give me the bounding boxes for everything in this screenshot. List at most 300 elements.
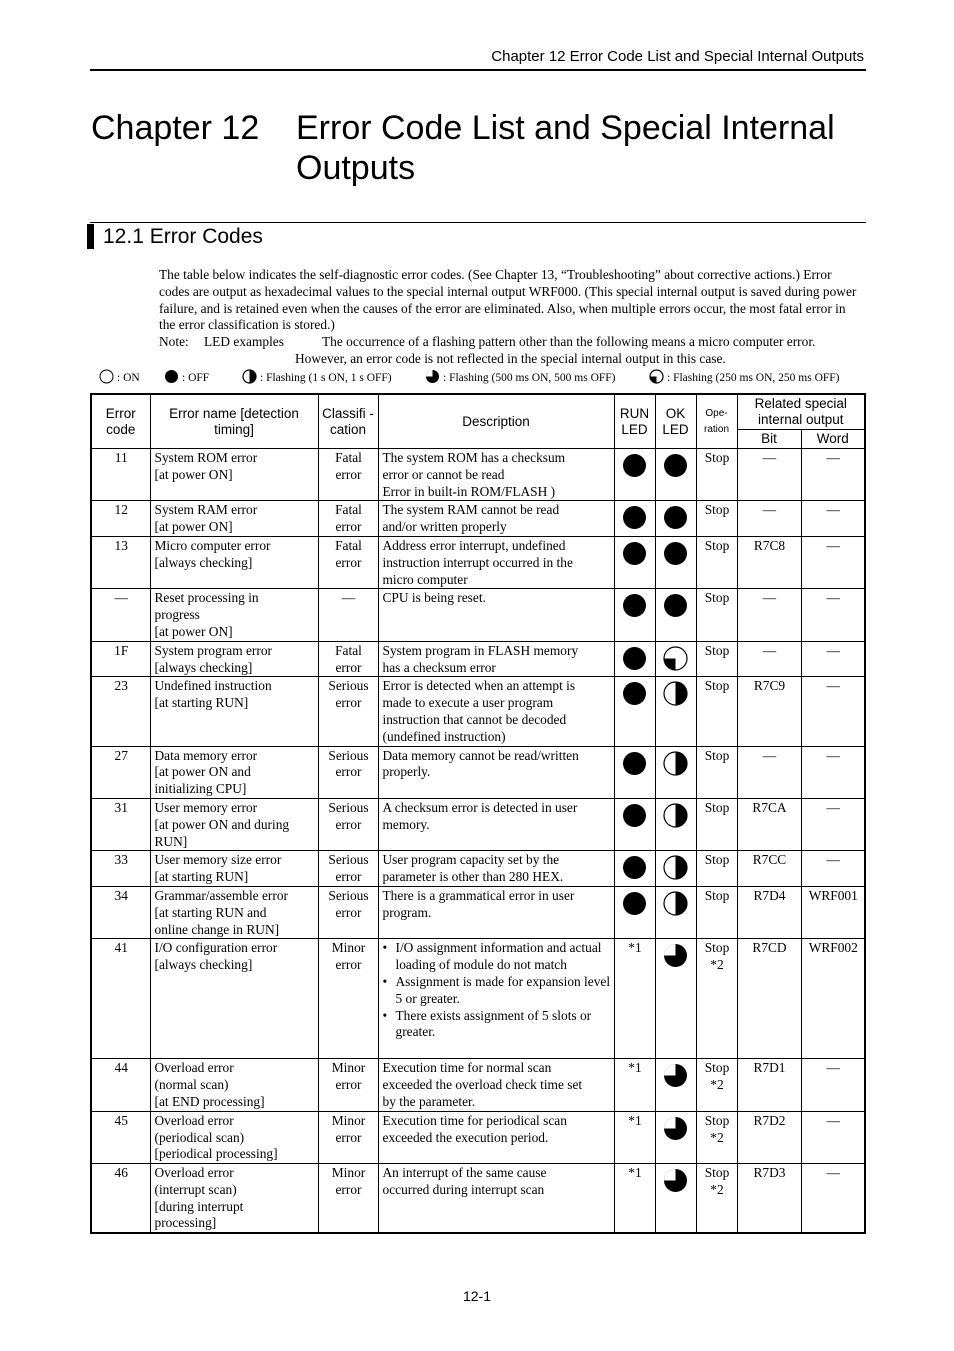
legend-label: : Flashing (250 ms ON, 250 ms OFF) <box>667 372 840 384</box>
operation-line: *2 <box>710 1077 724 1093</box>
ok-led-cell <box>655 449 696 501</box>
operation-line: Stop <box>704 940 730 956</box>
description-line: has a checksum error <box>382 659 496 675</box>
description-line: instruction that cannot be decoded <box>382 711 567 727</box>
error-code: 44 <box>114 1060 128 1076</box>
classification-line: error <box>335 1181 362 1197</box>
description-line: The system ROM has a checksum <box>382 450 566 465</box>
related-word: WRF002 <box>808 940 858 956</box>
header-error-code: Error code <box>91 394 150 449</box>
classification-cell <box>318 886 378 938</box>
led-flash-1s-icon <box>663 904 688 919</box>
operation-line: *2 <box>710 957 724 973</box>
operation-line: Stop <box>704 852 730 868</box>
section-marker <box>87 224 94 249</box>
related-word: — <box>826 852 840 868</box>
bit-cell <box>737 939 801 1059</box>
classification-line: Fatal <box>335 537 362 553</box>
error-name-line: I/O configuration error <box>154 940 278 956</box>
bit-cell <box>737 886 801 938</box>
related-bit: R7D4 <box>753 887 786 903</box>
classification-line: error <box>335 554 362 570</box>
description-cell <box>378 746 614 798</box>
note-line <box>159 334 859 351</box>
error-code: — <box>114 590 128 606</box>
bit-cell <box>737 1059 801 1111</box>
header-operation: Ope- ration <box>696 394 737 449</box>
operation-line: Stop <box>704 537 730 553</box>
run-led-cell <box>614 939 655 1059</box>
error-name-line: (interrupt scan) <box>154 1181 237 1197</box>
error-code-cell <box>91 1111 150 1163</box>
error-name-line: [at power ON] <box>154 466 233 482</box>
operation-cell <box>696 1164 737 1234</box>
operation-line: Stop <box>704 590 730 606</box>
related-word: — <box>826 590 840 606</box>
classification-line: error <box>335 695 362 711</box>
description-line: Error is detected when an attempt is <box>382 678 576 694</box>
legend-label: : OFF <box>182 372 210 384</box>
run-led-cell <box>614 677 655 746</box>
word-cell <box>801 449 865 501</box>
operation-line: Stop <box>704 1112 730 1128</box>
classification-cell <box>318 798 378 850</box>
description-cell <box>378 677 614 746</box>
error-name-cell <box>150 449 318 501</box>
classification-line: error <box>335 869 362 885</box>
classification-cell <box>318 501 378 537</box>
run-led-cell <box>614 1164 655 1234</box>
error-name-cell <box>150 1111 318 1163</box>
error-name-cell <box>150 746 318 798</box>
word-cell <box>801 798 865 850</box>
operation-line: *2 <box>710 1129 724 1145</box>
header-related-output: Related special internal output <box>737 394 865 430</box>
error-name-cell <box>150 1164 318 1234</box>
operation-cell <box>696 641 737 677</box>
ok-led-cell <box>655 1059 696 1111</box>
error-name-line: [at starting RUN] <box>154 695 249 711</box>
word-cell <box>801 501 865 537</box>
error-code-cell <box>91 449 150 501</box>
related-bit: R7C9 <box>753 678 786 694</box>
operation-line: Stop <box>704 799 730 815</box>
error-name-cell <box>150 641 318 677</box>
run-led-cell <box>614 589 655 641</box>
word-cell <box>801 939 865 1059</box>
led-flash-500ms-icon <box>663 1076 688 1091</box>
related-bit: R7D1 <box>753 1060 786 1076</box>
description-cell <box>378 449 614 501</box>
legend-item <box>649 369 840 387</box>
led-off-icon <box>622 816 647 831</box>
description-line: Execution time for periodical scan <box>382 1112 567 1128</box>
operation-cell <box>696 1059 737 1111</box>
operation-cell <box>696 851 737 887</box>
section-title: 12.1 Error Codes <box>103 225 263 248</box>
description-line: A checksum error is detected in user <box>382 799 578 815</box>
related-word: WRF001 <box>808 887 858 903</box>
error-code-cell <box>91 939 150 1059</box>
table-row <box>91 589 865 641</box>
description-line: micro computer <box>382 571 468 587</box>
classification-cell <box>318 1059 378 1111</box>
note-text-2: However, an error code is not reflected in the special internal output in this case. <box>295 350 726 366</box>
table-row <box>91 1164 865 1234</box>
classification-line: error <box>335 519 362 535</box>
led-off-icon <box>622 868 647 883</box>
bit-cell <box>737 1164 801 1234</box>
description-cell <box>378 798 614 850</box>
error-code-cell <box>91 501 150 537</box>
error-code-cell <box>91 1059 150 1111</box>
legend-item <box>164 369 209 387</box>
table-row <box>91 1059 865 1111</box>
error-code-cell <box>91 886 150 938</box>
error-code-cell <box>91 677 150 746</box>
chapter-title: Error Code List and Special Internal Outputs <box>296 109 835 187</box>
related-bit: R7D3 <box>753 1165 786 1181</box>
bit-cell <box>737 501 801 537</box>
description-line: parameter is other than 280 HEX. <box>382 869 564 885</box>
description-line: exceeded the execution period. <box>382 1129 549 1145</box>
header-run-led: RUN LED <box>614 394 655 449</box>
related-word: — <box>826 537 840 553</box>
header-description: Description <box>378 394 614 449</box>
ok-led-cell <box>655 886 696 938</box>
ok-led-cell <box>655 641 696 677</box>
error-code-cell <box>91 746 150 798</box>
error-name-line: Data memory error <box>154 747 258 763</box>
intro-paragraph: The table below indicates the self-diagnostic error codes. (See Chapter 13, “Troubleshooting” about corrective actions.) Error codes are output as hexadecimal values to the special internal output WRF000. (This special internal output is saved during power failure, and is retained even when the causes of the error are eliminated. Also, when multiple errors occur, the most fatal error in the error classification is stored.) <box>159 267 857 333</box>
classification-cell <box>318 677 378 746</box>
word-cell <box>801 589 865 641</box>
header-rule <box>90 69 866 71</box>
legend-item <box>242 369 392 387</box>
error-code: 11 <box>114 450 128 465</box>
operation-cell <box>696 677 737 746</box>
legend-label: : ON <box>117 372 140 384</box>
bit-cell <box>737 536 801 588</box>
led-off-icon <box>663 554 688 569</box>
description-cell <box>378 886 614 938</box>
description-cell <box>378 589 614 641</box>
run-led-cell <box>614 641 655 677</box>
header-word: Word <box>801 430 865 449</box>
section-rule <box>90 222 866 223</box>
operation-line: Stop <box>704 747 730 763</box>
classification-line: Fatal <box>335 502 362 518</box>
led-off-icon <box>622 554 647 569</box>
operation-line: Stop <box>704 678 730 694</box>
error-name-line: System program error <box>154 642 273 658</box>
related-word: — <box>826 450 840 465</box>
classification-line: error <box>335 1129 362 1145</box>
error-name-line: Grammar/assemble error <box>154 887 288 903</box>
led-off-icon <box>622 466 647 481</box>
error-name-line: User memory error <box>154 799 258 815</box>
related-bit: R7CA <box>752 799 787 815</box>
error-name-line: [always checking] <box>154 554 253 570</box>
page-number: 12-1 <box>462 1288 492 1304</box>
table-row <box>91 449 865 501</box>
led-flash-1s-icon <box>242 372 260 384</box>
error-name-line: (normal scan) <box>154 1077 229 1093</box>
error-name-line: RUN] <box>154 833 188 849</box>
description-line: An interrupt of the same cause <box>382 1165 547 1181</box>
classification-line: Minor <box>331 940 366 956</box>
led-off-icon <box>622 904 647 919</box>
led-off-icon <box>622 694 647 709</box>
error-name-line: Undefined instruction <box>154 678 272 694</box>
error-name-line: Overload error <box>154 1165 234 1181</box>
error-code-cell <box>91 536 150 588</box>
error-code: 31 <box>114 799 128 815</box>
error-code-cell <box>91 851 150 887</box>
related-word: — <box>826 1165 840 1181</box>
operation-cell <box>696 536 737 588</box>
bit-cell <box>737 677 801 746</box>
led-legend <box>99 369 869 387</box>
description-cell <box>378 501 614 537</box>
related-word: — <box>826 642 840 658</box>
led-flash-250ms-icon <box>663 659 688 674</box>
related-bit: — <box>762 747 777 763</box>
classification-cell <box>318 589 378 641</box>
error-name-line: Overload error <box>154 1060 234 1076</box>
run-led-note: *1 <box>628 1112 642 1128</box>
error-code: 33 <box>114 852 128 868</box>
error-name-line: online change in RUN] <box>154 921 280 937</box>
description-bullet: • I/O assignment information and actual loading of module do not match <box>396 940 611 974</box>
description-line: occurred during interrupt scan <box>382 1181 545 1197</box>
led-off-icon <box>663 606 688 621</box>
description-line: Execution time for normal scan <box>382 1060 552 1076</box>
error-code: 45 <box>114 1112 128 1128</box>
error-code: 46 <box>114 1165 128 1181</box>
operation-line: *2 <box>710 1181 724 1197</box>
word-cell <box>801 1164 865 1234</box>
bit-cell <box>737 449 801 501</box>
description-line: There is a grammatical error in user <box>382 887 575 903</box>
description-line: Error in built-in ROM/FLASH ) <box>382 483 556 499</box>
bit-cell <box>737 798 801 850</box>
description-line: properly. <box>382 764 431 780</box>
operation-cell <box>696 501 737 537</box>
ok-led-cell <box>655 501 696 537</box>
error-name-line: [at power ON and <box>154 764 251 780</box>
run-led-note: *1 <box>628 940 642 956</box>
chapter-number: Chapter 12 <box>91 109 260 147</box>
classification-line: Serious <box>328 678 369 694</box>
ok-led-cell <box>655 1164 696 1234</box>
classification-cell <box>318 851 378 887</box>
ok-led-cell <box>655 536 696 588</box>
error-name-cell <box>150 1059 318 1111</box>
description-line: Data memory cannot be read/written <box>382 747 579 763</box>
error-code-table <box>90 393 866 1234</box>
run-led-cell <box>614 746 655 798</box>
classification-line: Serious <box>328 747 369 763</box>
run-led-cell <box>614 449 655 501</box>
table-row <box>91 1111 865 1163</box>
operation-cell <box>696 939 737 1059</box>
classification-cell <box>318 449 378 501</box>
error-name-cell <box>150 886 318 938</box>
ok-led-cell <box>655 677 696 746</box>
operation-line: Stop <box>704 450 730 465</box>
word-cell <box>801 677 865 746</box>
related-word: — <box>826 747 840 763</box>
error-name-line: [at starting RUN] <box>154 869 249 885</box>
description-line: CPU is being reset. <box>382 590 486 606</box>
related-word: — <box>826 799 840 815</box>
description-line: System program in FLASH memory <box>382 642 579 658</box>
led-off-icon <box>164 372 182 384</box>
error-name-cell <box>150 851 318 887</box>
classification-line: error <box>335 466 362 482</box>
classification-line: Minor <box>331 1060 366 1076</box>
error-code: 41 <box>114 940 128 956</box>
error-name-line: User memory size error <box>154 852 282 868</box>
related-word: — <box>826 502 840 518</box>
error-code: 34 <box>114 887 128 903</box>
word-cell <box>801 1059 865 1111</box>
bit-cell <box>737 641 801 677</box>
operation-cell <box>696 886 737 938</box>
classification-line: Serious <box>328 852 369 868</box>
legend-item <box>99 369 140 387</box>
table-row <box>91 886 865 938</box>
word-cell <box>801 1111 865 1163</box>
legend-label: : Flashing (1 s ON, 1 s OFF) <box>260 372 392 384</box>
related-bit: — <box>762 450 777 465</box>
operation-cell <box>696 798 737 850</box>
note-text-1: The occurrence of a flashing pattern other than the following means a micro computer error. <box>322 334 816 350</box>
header-classification: Classifi -cation <box>318 394 378 449</box>
run-led-cell <box>614 1111 655 1163</box>
related-bit: — <box>762 590 777 606</box>
bit-cell <box>737 746 801 798</box>
error-name-line: Reset processing in <box>154 590 259 606</box>
run-led-cell <box>614 501 655 537</box>
error-code: 1F <box>114 642 129 658</box>
intro-text <box>159 267 859 368</box>
run-led-cell <box>614 851 655 887</box>
error-name-line: processing] <box>154 1215 217 1231</box>
description-cell <box>378 1059 614 1111</box>
table-row <box>91 501 865 537</box>
table-row <box>91 536 865 588</box>
error-code-cell <box>91 798 150 850</box>
error-name-cell <box>150 589 318 641</box>
operation-line: Stop <box>704 642 730 658</box>
description-line: instruction interrupt occurred in the <box>382 554 573 570</box>
operation-line: Stop <box>704 1165 730 1181</box>
description-cell <box>378 1164 614 1234</box>
description-line: and/or written properly <box>382 519 507 535</box>
operation-cell <box>696 746 737 798</box>
led-off-icon <box>622 659 647 674</box>
related-bit: — <box>762 642 777 658</box>
error-code-cell <box>91 589 150 641</box>
classification-line: Serious <box>328 887 369 903</box>
classification-line: Minor <box>331 1165 366 1181</box>
led-flash-500ms-icon <box>663 1129 688 1144</box>
run-led-note: *1 <box>628 1165 642 1181</box>
ok-led-cell <box>655 746 696 798</box>
classification-line: — <box>341 590 356 606</box>
word-cell <box>801 536 865 588</box>
description-line: made to execute a user program <box>382 695 554 711</box>
description-line: memory. <box>382 816 430 832</box>
error-code: 12 <box>114 502 128 518</box>
classification-line: Fatal <box>335 450 362 465</box>
error-name-line: [at power ON] <box>154 519 233 535</box>
led-flash-1s-icon <box>663 868 688 883</box>
related-bit: R7D2 <box>753 1112 786 1128</box>
table-row <box>91 798 865 850</box>
error-name-line: [periodical processing] <box>154 1146 278 1162</box>
running-header: Chapter 12 Error Code List and Special Internal Outputs <box>491 48 864 65</box>
error-name-line: Overload error <box>154 1112 234 1128</box>
classification-cell <box>318 641 378 677</box>
classification-line: Minor <box>331 1112 366 1128</box>
classification-line: error <box>335 659 362 675</box>
error-name-line: [at power ON] <box>154 623 233 639</box>
classification-line: error <box>335 957 362 973</box>
description-line: exceeded the overload check time set <box>382 1077 583 1093</box>
classification-cell <box>318 536 378 588</box>
error-name-line: [at END processing] <box>154 1093 265 1109</box>
bit-cell <box>737 1111 801 1163</box>
error-name-line: [at power ON and during <box>154 816 290 832</box>
led-flash-1s-icon <box>663 816 688 831</box>
table-row <box>91 851 865 887</box>
error-code-cell <box>91 641 150 677</box>
ok-led-cell <box>655 589 696 641</box>
run-led-cell <box>614 886 655 938</box>
error-name-line: System RAM error <box>154 502 258 518</box>
error-name-line: (periodical scan) <box>154 1129 245 1145</box>
error-code: 23 <box>114 678 128 694</box>
classification-cell <box>318 746 378 798</box>
classification-line: Fatal <box>335 642 362 658</box>
led-off-icon <box>663 466 688 481</box>
header-ok-led: OK LED <box>655 394 696 449</box>
description-bullet: • Assignment is made for expansion level 5 or greater. <box>396 974 611 1008</box>
description-line: The system RAM cannot be read <box>382 502 560 518</box>
description-line: program. <box>382 904 432 920</box>
operation-line: Stop <box>704 887 730 903</box>
description-cell <box>378 1111 614 1163</box>
description-cell <box>378 641 614 677</box>
classification-cell <box>318 1164 378 1234</box>
note-label: Note: <box>159 334 189 350</box>
classification-line: error <box>335 764 362 780</box>
run-led-cell <box>614 536 655 588</box>
note-example: LED examples <box>204 334 284 350</box>
ok-led-cell <box>655 798 696 850</box>
error-name-line: System ROM error <box>154 450 258 465</box>
table-row <box>91 939 865 1059</box>
led-off-icon <box>622 518 647 533</box>
header-error-name: Error name [detection timing] <box>150 394 318 449</box>
error-code: 13 <box>114 537 128 553</box>
classification-cell <box>318 939 378 1059</box>
related-word: — <box>826 1060 840 1076</box>
led-off-icon <box>622 764 647 779</box>
